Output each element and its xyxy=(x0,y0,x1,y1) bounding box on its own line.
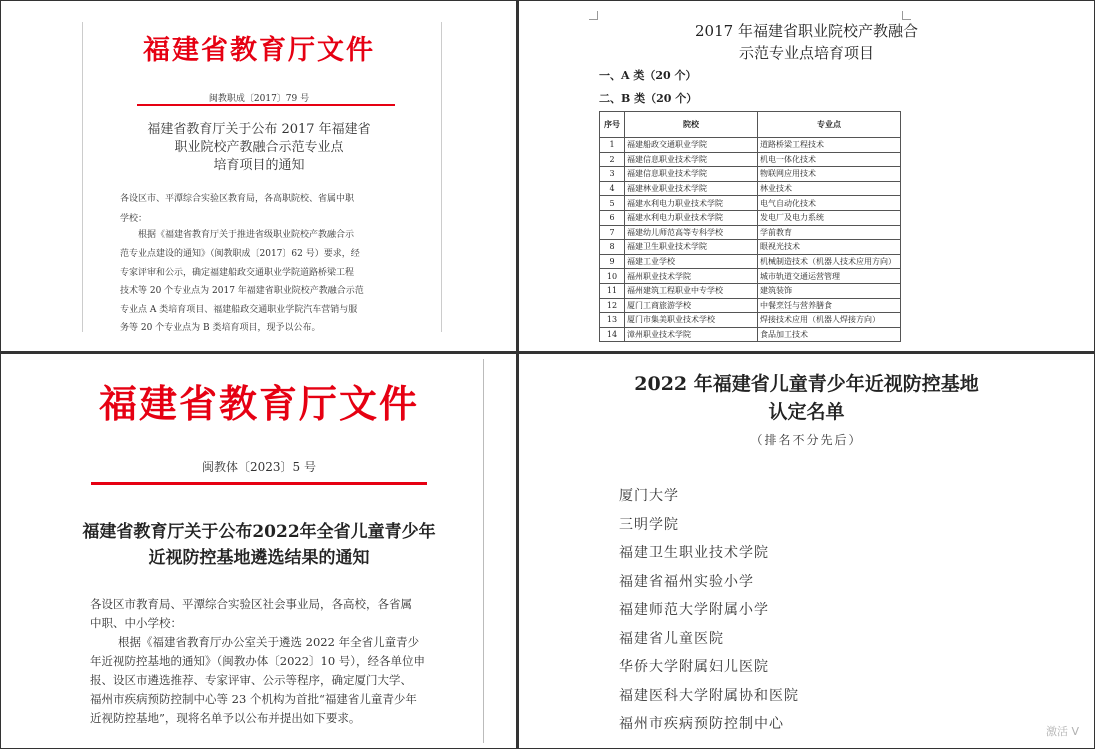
list-item: 福建卫生职业技术学院 xyxy=(619,545,769,561)
red-letterhead: 福建省教育厅文件 xyxy=(98,381,419,426)
activation-watermark: 激活 V xyxy=(1045,725,1079,738)
major-cell: 中餐烹饪与营养膳食 xyxy=(758,298,901,313)
notice-title-line-1: 福建省教育厅关于公布2022年全省儿童青少年 xyxy=(82,522,436,542)
table-row xyxy=(600,181,901,196)
school-cell: 厦门市集美职业技术学校 xyxy=(625,313,758,328)
body-line: 根据《福建省教育厅办公室关于遴选 2022 年全省儿童青少 xyxy=(118,635,420,649)
header-number: 序号 xyxy=(600,112,625,138)
table-row xyxy=(600,283,901,298)
red-divider xyxy=(91,482,427,485)
list-item: 华侨大学附属妇儿医院 xyxy=(619,659,769,675)
table-row xyxy=(600,225,901,240)
major-cell: 物联网应用技术 xyxy=(758,167,901,182)
major-cell: 电气自动化技术 xyxy=(758,196,901,211)
body-line: 福州市疾病预防控制中心等 23 个机构为首批“福建省儿童青少年 xyxy=(90,692,417,706)
school-cell: 福建船政交通职业学院 xyxy=(625,138,758,153)
school-cell: 福建信息职业技术学院 xyxy=(625,167,758,182)
body-line: 中职、中小学校： xyxy=(90,616,182,630)
major-cell: 城市轨道交通运营管理 xyxy=(758,269,901,284)
list-title-line-1: 2022 年福建省儿童青少年近视防控基地 xyxy=(634,373,979,395)
doc-page-2017-list xyxy=(518,0,1095,353)
table-row xyxy=(600,240,901,255)
row-number: 13 xyxy=(600,313,625,328)
school-cell: 漳州职业技术学院 xyxy=(625,327,758,342)
body-line: 年近视防控基地的通知》（闽教办体〔2022〕10 号），经各单位申 xyxy=(90,654,426,668)
body-line: 根据《福建省教育厅关于推进省级职业院校产教融合示 xyxy=(138,230,355,240)
page-margin-left xyxy=(82,22,83,332)
school-cell: 厦门工商旅游学校 xyxy=(625,298,758,313)
major-cell: 食品加工技术 xyxy=(758,327,901,342)
major-cell: 学前教育 xyxy=(758,225,901,240)
doc-page-2017-notice xyxy=(0,0,518,353)
list-title-line-2: 认定名单 xyxy=(768,401,845,423)
row-number: 6 xyxy=(600,210,625,225)
row-number: 10 xyxy=(600,269,625,284)
body-line: 近视防控基地”，现将名单予以公布并提出如下要求。 xyxy=(90,711,361,725)
notice-title-line-2: 近视防控基地遴选结果的通知 xyxy=(148,548,370,568)
list-item: 三明学院 xyxy=(619,517,679,533)
body-line: 专业点 A 类培育项目、福建船政交通职业学院汽车营销与服 xyxy=(120,305,358,315)
document-number: 闽教职成〔2017〕79 号 xyxy=(208,94,310,104)
table-row xyxy=(600,210,901,225)
major-cell: 机电一体化技术 xyxy=(758,152,901,167)
body-line: 学校： xyxy=(120,214,148,224)
major-cell: 机械制造技术（机器人技术应用方向） xyxy=(758,254,901,269)
list-item: 福建省福州实验小学 xyxy=(619,574,754,590)
row-number: 7 xyxy=(600,225,625,240)
document-number: 闽教体〔2023〕5 号 xyxy=(202,460,316,474)
body-line: 各设区市、平潭综合实验区教育局，各高职院校、省属中职 xyxy=(120,194,355,204)
school-cell: 福州建筑工程职业中专学校 xyxy=(625,283,758,298)
body-line: 专家评审和公示，确定福建船政交通职业学院道路桥梁工程 xyxy=(120,268,355,278)
list-item: 福建医科大学附属协和医院 xyxy=(619,688,799,704)
major-cell: 发电厂及电力系统 xyxy=(758,210,901,225)
school-cell: 福建幼儿师范高等专科学校 xyxy=(625,225,758,240)
crop-mark xyxy=(589,11,598,20)
table-row xyxy=(600,254,901,269)
major-cell: 建筑装饰 xyxy=(758,283,901,298)
school-cell: 福建林业职业技术学院 xyxy=(625,181,758,196)
row-number: 8 xyxy=(600,240,625,255)
list-item: 福州市疾病预防控制中心 xyxy=(619,716,784,732)
table-row xyxy=(600,138,901,153)
row-number: 9 xyxy=(600,254,625,269)
red-divider xyxy=(137,104,395,106)
section-b-heading: 二、B 类（20 个） xyxy=(599,92,698,105)
school-cell: 福建信息职业技术学院 xyxy=(625,152,758,167)
school-cell: 福建卫生职业技术学院 xyxy=(625,240,758,255)
row-number: 1 xyxy=(600,138,625,153)
row-number: 2 xyxy=(600,152,625,167)
row-number: 11 xyxy=(600,283,625,298)
list-subtitle: （排名不分先后） xyxy=(750,433,863,447)
header-school: 院校 xyxy=(625,112,758,138)
notice-title-line-1: 福建省教育厅关于公布 2017 年福建省 xyxy=(147,122,371,137)
row-number: 3 xyxy=(600,167,625,182)
table-row xyxy=(600,152,901,167)
table-row xyxy=(600,269,901,284)
list-item: 福建省儿童医院 xyxy=(619,631,724,647)
school-cell: 福州职业技术学院 xyxy=(625,269,758,284)
school-cell: 福建水利电力职业技术学院 xyxy=(625,196,758,211)
table-row xyxy=(600,167,901,182)
major-cell: 道路桥梁工程技术 xyxy=(758,138,901,153)
major-cell: 眼视光技术 xyxy=(758,240,901,255)
body-line: 各设区市教育局、平潭综合实验区社会事业局，各高校，各省属 xyxy=(90,597,412,611)
program-table xyxy=(599,111,901,342)
major-cell: 焊接技术应用（机器人焊接方向） xyxy=(758,313,901,328)
list-title-line-2: 示范专业点培育项目 xyxy=(738,44,874,62)
notice-title-line-2: 职业院校产教融合示范专业点 xyxy=(174,140,344,155)
body-line: 务等 20 个专业点为 B 类培育项目，现予以公布。 xyxy=(120,323,321,333)
row-number: 12 xyxy=(600,298,625,313)
crop-mark xyxy=(902,11,911,20)
row-number: 5 xyxy=(600,196,625,211)
section-a-heading: 一、A 类（20 个） xyxy=(599,69,697,82)
major-cell: 林业技术 xyxy=(758,181,901,196)
notice-title-line-3: 培育项目的通知 xyxy=(213,158,305,173)
table-header-row xyxy=(600,112,901,138)
table-row xyxy=(600,196,901,211)
doc-page-2023-list xyxy=(518,353,1095,749)
header-major: 专业点 xyxy=(758,112,901,138)
table-row xyxy=(600,327,901,342)
body-line: 范专业点建设的通知》（闽教职成〔2017〕62 号）要求，经 xyxy=(120,249,360,259)
red-letterhead: 福建省教育厅文件 xyxy=(143,35,375,66)
list-item: 厦门大学 xyxy=(619,488,679,504)
list-item: 福建师范大学附属小学 xyxy=(619,602,769,618)
list-title-line-1: 2017 年福建省职业院校产教融合 xyxy=(695,22,918,40)
doc-page-2023-notice xyxy=(0,353,518,749)
table-row xyxy=(600,313,901,328)
body-line: 技术等 20 个专业点为 2017 年福建省职业院校产教融合示范 xyxy=(120,286,364,296)
body-line: 报、设区市遴选推荐、专家评审、公示等程序，确定厦门大学、 xyxy=(90,673,412,687)
row-number: 4 xyxy=(600,181,625,196)
page-margin-right xyxy=(441,22,442,332)
school-cell: 福建水利电力职业技术学院 xyxy=(625,210,758,225)
school-cell: 福建工业学校 xyxy=(625,254,758,269)
row-number: 14 xyxy=(600,327,625,342)
table-row xyxy=(600,298,901,313)
